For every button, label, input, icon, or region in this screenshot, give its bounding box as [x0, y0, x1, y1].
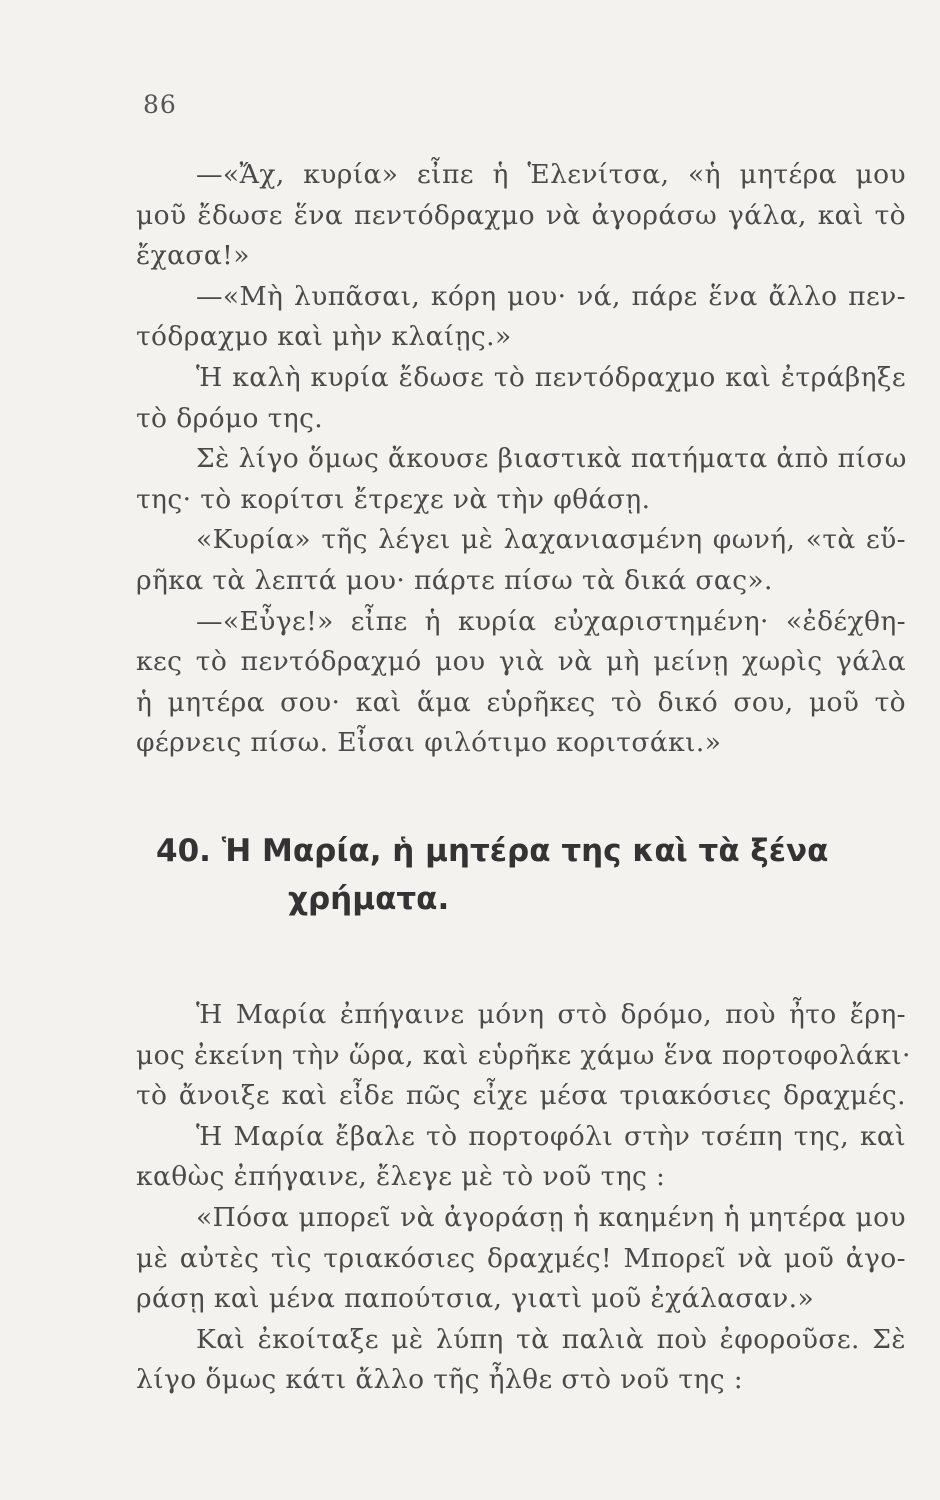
page-number: 86	[143, 90, 177, 119]
text-line: μοῦ ἔδωσε ἕνα πεντόδραχμο νὰ ἀγοράσω γάλα, καὶ τὸ	[136, 199, 906, 231]
text-line: —«Εὖγε!» εἶπε ἡ κυρία εὐχαριστημένη· «ἐδέχθη-	[196, 605, 906, 637]
text-line: Ἡ καλὴ κυρία ἔδωσε τὸ πεντόδραχμο καὶ ἐτράβηξε	[196, 362, 906, 393]
text-line: Ἡ Μαρία ἐπήγαινε μόνη στὸ δρόμο, ποὺ ἦτο ἔρη-	[196, 999, 906, 1030]
text-line: —«Ἄχ, κυρία» εἶπε ἡ Ἑλενίτσα, «ἡ μητέρα μου	[196, 159, 906, 190]
text-line: τὸ δρόμο της.	[136, 402, 324, 434]
text-line: φέρνεις πίσω. Εἶσαι φιλότιμο κοριτσάκι.»	[136, 727, 722, 759]
text-line: ράσῃ καὶ μένα παπούτσια, γιατὶ μοῦ ἐχάλασαν.»	[136, 1283, 815, 1315]
text-line: καθὼς ἐπήγαινε, ἔλεγε μὲ τὸ νοῦ της :	[136, 1161, 666, 1193]
text-line: «Πόσα μπορεῖ νὰ ἀγοράσῃ ἡ καημένη ἡ μητέρα μου	[196, 1202, 906, 1233]
text-line: μὲ αὐτὲς τὶς τριακόσιες δραχμές! Μπορεῖ νὰ μοῦ ἀγο-	[136, 1242, 906, 1274]
text-line: Σὲ λίγο ὅμως ἄκουσε βιαστικὰ πατήματα ἀπὸ πίσω	[196, 443, 907, 475]
text-line: τόδραχμο καὶ μὴν κλαίῃς.»	[136, 321, 512, 353]
text-line: ρῆκα τὰ λεπτά μου· πάρτε πίσω τὰ δικά σας».	[136, 565, 773, 596]
section-heading-line-1: 40. Ἡ Μαρία, ἡ μητέρα της καὶ τὰ ξένα	[156, 833, 829, 869]
text-line: της· τὸ κορίτσι ἔτρεχε νὰ τὴν φθάσῃ.	[136, 483, 651, 515]
text-line: Ἡ Μαρία ἔβαλε τὸ πορτοφόλι στὴν τσέπη της, καὶ	[196, 1120, 906, 1152]
text-line: μος ἐκείνη τὴν ὥρα, καὶ εὑρῆκε χάμω ἕνα πορτοφολάκι·	[136, 1039, 911, 1071]
text-line: —«Μὴ λυπᾶσαι, κόρη μου· νά, πάρε ἕνα ἄλλο πεν-	[196, 280, 906, 312]
text-line: τὸ ἄνοιξε καὶ εἶδε πῶς εἶχε μέσα τριακόσιες δραχμές.	[136, 1080, 906, 1112]
section-heading-line-2: χρήματα.	[288, 881, 450, 917]
text-line: «Κυρία» τῆς λέγει μὲ λαχανιασμένη φωνή, «τὰ εὕ-	[196, 524, 906, 556]
text-line: ἔχασα!»	[136, 240, 250, 272]
text-line: Καὶ ἐκοίταξε μὲ λύπη τὰ παλιὰ ποὺ ἐφοροῦσε. Σὲ	[196, 1323, 906, 1355]
text-line: λίγο ὅμως κάτι ἄλλο τῆς ἦλθε στὸ νοῦ της :	[136, 1364, 744, 1396]
text-line: κες τὸ πεντόδραχμό μου γιὰ νὰ μὴ μείνῃ χωρὶς γάλα	[136, 646, 906, 678]
text-line: ἡ μητέρα σου· καὶ ἅμα εὑρῆκες τὸ δικό σου, μοῦ τὸ	[136, 686, 906, 718]
